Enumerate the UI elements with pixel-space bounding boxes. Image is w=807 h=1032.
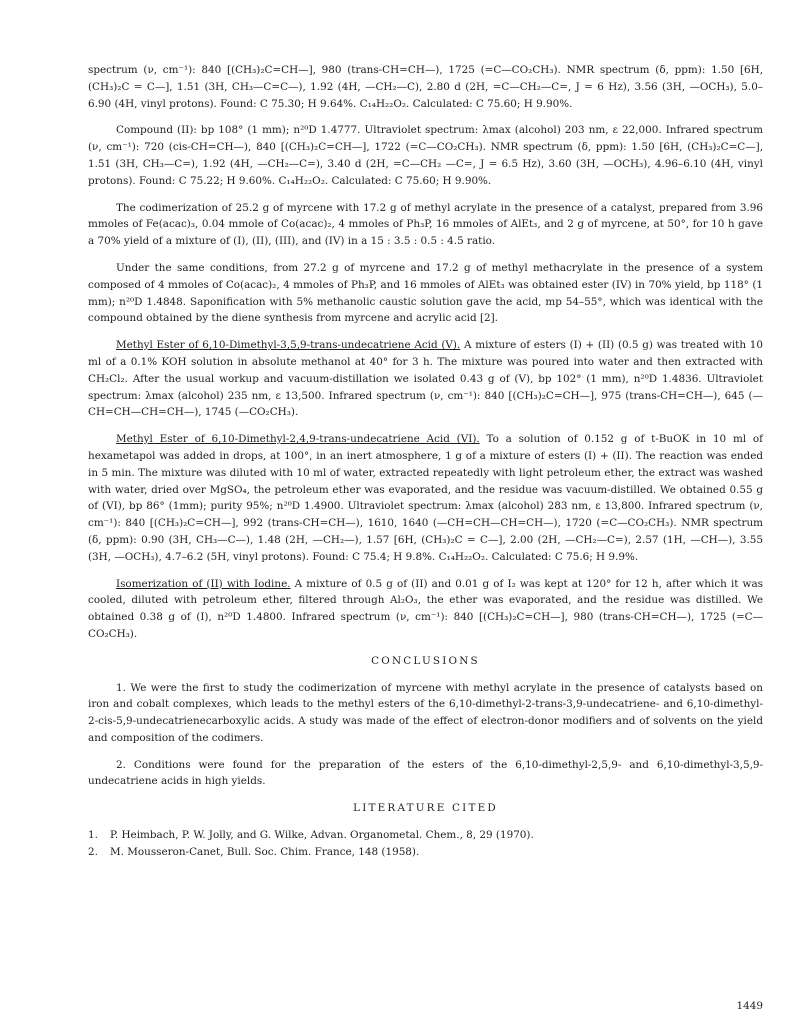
- paragraph-codimerization: The codimerization of 25.2 g of myrcene with 17.2 g of methyl acrylate in the presence of a catalyst, prepared from 3.96 mmoles of Fe(acac)₃, 0.04 mmole of Co(acac)₂, 4 mmoles of Ph₃P, 16 mmoles of AlEt₃, and 2 g of myrcene, at 50°, for 10 h gave a 70% yield of a mixture of (I), (II), (III), and (IV) in a 15 : 3.5 : 0.5 : 4.5 ratio.: [88, 201, 763, 248]
- ester-v-title: Methyl Ester of 6,10-Dimethyl-3,5,9-trans-undecatriene Acid (V).: [116, 339, 461, 352]
- paragraph-compound-ii: Compound (II): bp 108° (1 mm); n²⁰D 1.4777. Ultraviolet spectrum: λmax (alcohol) 203 nm, ε 22,000. Infrared spectrum (ν, cm⁻¹): 720 (cis-CH=CH—), 840 [(CH₃)₂C=CH—], 1722 (=C—CO₂CH₃). NMR spectrum (δ, ppm): 1.50 [6H, (CH₃)₂C=C—], 1.51 (3H, CH₃—C=), 1.92 (4H, —CH₂—C=), 3.40 d (2H, =C—CH₂ —C=, J = 6.5 Hz), 3.60 (3H, —OCH₃), 4.96–6.10 (4H, vinyl protons). Found: C 75.22; H 9.60%. C₁₄H₂₂O₂. Calculated: C 75.60; H 9.90%.: [88, 124, 763, 187]
- reference-number: 1.: [88, 829, 98, 842]
- ester-vi-text: To a solution of 0.152 g of t-BuOK in 10 ml of hexametapol was added in drops, at 100°, in an inert atmosphere, 1 g of a mixture of esters (I) + (II). The reaction was ended in 5 min. The mixture was diluted with 10 ml of water, extracted repeatedly with light petroleum ether, the extract was washed with water, dried over MgSO₄, the petroleum ether was evaporated, and the residue was vacuum-distilled. We obtained 0.55 g of (VI), bp 86° (1mm); purity 95%; n²⁰D 1.4900. Ultraviolet spectrum: λmax (alcohol) 283 nm, ε 13,800. Infrared spectrum (ν, cm⁻¹): 840 [(CH₃)₂C=CH—], 992 (trans-CH=CH—), 1610, 1640 (—CH=CH—CH=CH—), 1720 (=C—CO₂CH₃). NMR spectrum (δ, ppm): 0.90 (3H, CH₃—C—), 1.48 (2H, —CH₂—), 1.57 [6H, (CH₃)₂C = C—], 2.00 (2H, —CH₂—C=), 2.57 (1H, —CH—), 3.55 (3H, —OCH₃), 4.7–6.2 (5H, vinyl protons). Found: C 75.4; H 9.8%. C₁₄H₂₂O₂. Calculated: C 75.6; H 9.9%.: [88, 433, 763, 563]
- conclusions-heading: CONCLUSIONS: [371, 654, 480, 667]
- conclusion-item-2: 2. Conditions were found for the preparation of the esters of the 6,10-dimethyl-2,5,9- and 6,10-dimethyl-3,5,9-undecatriene acids in high yields.: [88, 758, 763, 788]
- paragraph-spectrum-compound-i: spectrum (ν, cm⁻¹): 840 [(CH₃)₂C=CH—], 980 (trans-CH=CH—), 1725 (=C—CO₂CH₃). NMR spectrum (δ, ppm): 1.50 [6H, (CH₃)₂C = C—], 1.51 (3H, CH₃—C=C—), 1.92 (4H, —CH₂—C), 2.80 d (2H, =C—CH₂—C=, J = 6 Hz), 3.56 (3H, —OCH₃), 5.0–6.90 (4H, vinyl protons). Found: C 75.30; H 9.64%. C₁₄H₂₂O₂. Calculated: C 75.60; H 9.90%.: [88, 64, 763, 110]
- paragraph-isomerization: [88, 576, 763, 643]
- reference-number: 2.: [88, 845, 98, 858]
- reference-item: [88, 827, 763, 844]
- article-body: [88, 62, 763, 861]
- conclusion-item-1: 1. We were the first to study the codimerization of myrcene with methyl acrylate in the presence of catalysts based on iron and cobalt complexes, which leads to the methyl esters of the 6,10-dimethyl-2-trans-3,9-undecatriene- and 6,10-dimethyl-2-cis-5,9-undecatrienecarboxylic acids. A study was made of the effect of electron-donor modifiers and of solvents on the yield and composition of the codimers.: [88, 681, 763, 744]
- reference-item: [88, 844, 763, 861]
- paragraph-ester-vi: [88, 431, 763, 565]
- reference-list: [88, 827, 763, 861]
- reference-text: P. Heimbach, P. W. Jolly, and G. Wilke, Advan. Organometal. Chem., 8, 29 (1970).: [110, 829, 534, 842]
- isomerization-title: Isomerization of (II) with Iodine.: [116, 577, 291, 590]
- page-number: 1449: [736, 1000, 763, 1012]
- paragraph-ester-v: [88, 337, 763, 421]
- paragraph-methyl-methacrylate: Under the same conditions, from 27.2 g of myrcene and 17.2 g of methyl methacrylate in the presence of a system composed of 4 mmoles of Co(acac)₂, 4 mmoles of Ph₃P, and 16 mmoles of AlEt₃ was obtained ester (IV) in 70% yield, bp 118° (1 mm); n²⁰D 1.4848. Saponification with 5% methanolic caustic solution gave the acid, mp 54–55°, which was identical with the compound obtained by the diene synthesis from myrcene and acrylic acid [2].: [88, 261, 763, 325]
- reference-text: M. Mousseron-Canet, Bull. Soc. Chim. France, 148 (1958).: [110, 845, 420, 858]
- literature-heading: LITERATURE CITED: [353, 802, 498, 815]
- isomerization-text: A mixture of 0.5 g of (II) and 0.01 g of I₂ was kept at 120° for 12 h, after which it was cooled, diluted with petroleum ether, filtered through Al₂O₃, the ether was evaporated, and the residue was distilled. We obtained 0.38 g of (I), n²⁰D 1.4800. Infrared spectrum (ν, cm⁻¹): 840 [(CH₃)₂C=CH—], 980 (trans-CH=CH—), 1725 (=C—CO₂CH₃).: [88, 577, 763, 640]
- ester-vi-title: Methyl Ester of 6,10-Dimethyl-2,4,9-trans-undecatriene Acid (VI).: [116, 433, 480, 446]
- ester-v-text: A mixture of esters (I) + (II) (0.5 g) was treated with 10 ml of a 0.1% KOH solution in absolute methanol at 40° for 3 h. The mixture was poured into water and then extracted with CH₂Cl₂. After the usual workup and vacuum-distillation we isolated 0.43 g of (V), bp 102° (1 mm), n²⁰D 1.4836. Ultraviolet spectrum: λmax (alcohol) 235 nm, ε 13,500. Infrared spectrum (ν, cm⁻¹): 840 [(CH₃)₂C=CH—], 975 (trans-CH=CH—), 645 (—CH=CH—CH=CH—), 1745 (—CO₂CH₃).: [88, 339, 763, 419]
